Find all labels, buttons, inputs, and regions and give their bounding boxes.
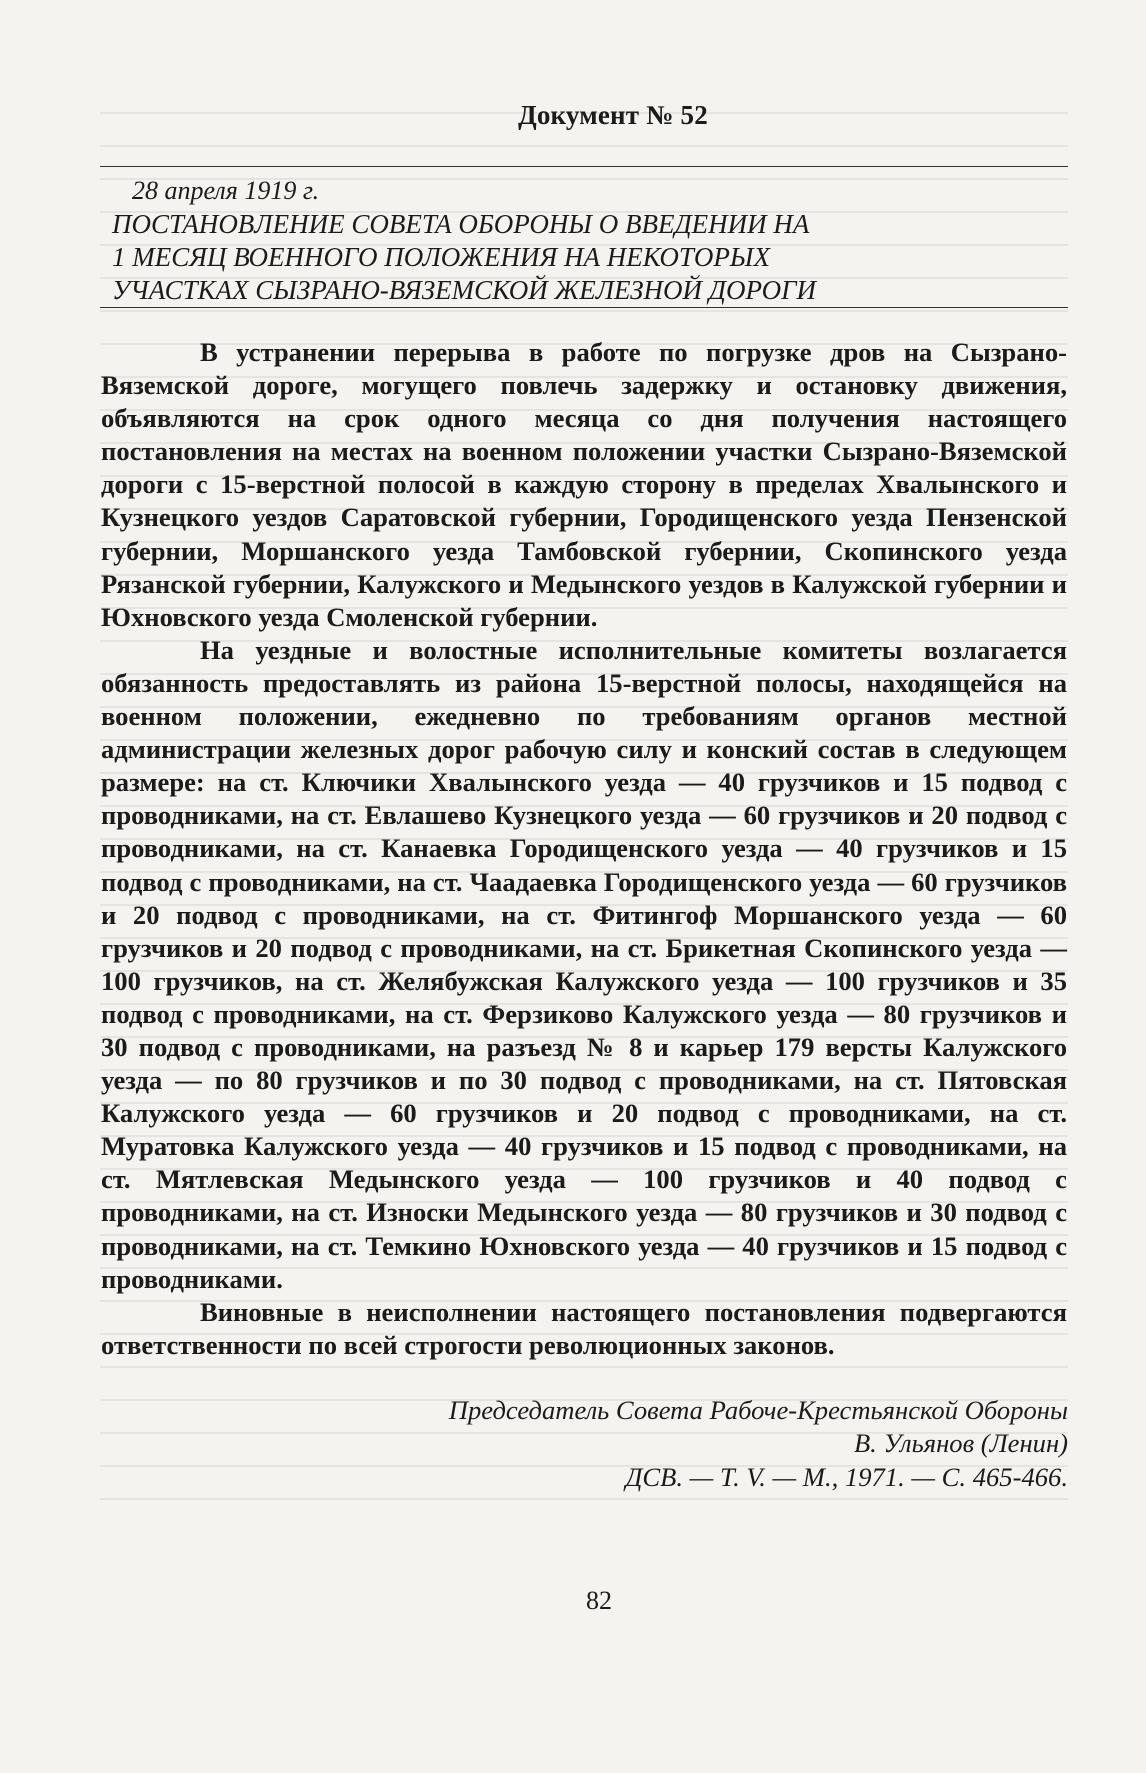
title-line: ПОСТАНОВЛЕНИЕ СОВЕТА ОБОРОНЫ О ВВЕДЕНИИ НА: [112, 209, 810, 239]
source-citation: ДСВ. — Т. V. — М., 1971. — С. 465-466.: [625, 1462, 1068, 1492]
bottom-rule: [100, 307, 1068, 308]
body-paragraph: На уездные и волостные исполнительные комитеты возлагается обязанность предоставлять из района 15-верстной полосы, находящейся на военном положении, ежедневно по требованиям органов местной администрации железных дорог рабочую силу и конский состав в следующем размере: на ст. Ключики Хвалынского уезда — 40 грузчиков и 15 подвод с проводниками, на ст. Евлашево Кузнецкого уезда — 60 грузчиков и 20 подвод с проводниками, на ст. Канаевка Городищенского уезда — 40 грузчиков и 15 подвод с проводниками, на ст. Чаадаевка Городищенского уезда — 60 грузчиков и 20 подвод с проводниками, на ст. Фитингоф Моршанского уезда — 60 грузчиков и 20 подвод с проводниками, на ст. Брикетная Скопинского уезда — 100 грузчиков, на ст. Желябужская Калужского уезда — 100 грузчиков и 35 подвод с проводниками, на ст. Ферзиково Калужского уезда — 80 грузчиков и 30 подвод с проводниками, на разъезд № 8 и карьер 179 версты Калужского уезда — по 80 грузчиков и по 30 подвод с проводниками, на ст. Пятовская Калужского уезда — 60 грузчиков и 20 подвод с проводниками, на ст. Муратовка Калужского уезда — 40 грузчиков и 15 подвод с проводниками, на ст. Мятлевская Медынского уезда — 100 грузчиков и 40 подвод с проводниками, на ст. Износки Медынского уезда — 80 грузчиков и 30 подвод с проводниками, на ст. Темкино Юхновского уезда — 40 грузчиков и 15 подвод с проводниками.: [101, 634, 1067, 1294]
title-line: 1 МЕСЯЦ ВОЕННОГО ПОЛОЖЕНИЯ НА НЕКОТОРЫХ: [112, 242, 770, 272]
document-number-heading: [0, 100, 1146, 131]
document-title: [112, 208, 1062, 307]
page-number: [0, 1586, 1146, 1616]
body-paragraph: Виновные в неисполнении настоящего постановления подвергаются ответственности по всей строгости революционных законов.: [101, 1296, 1067, 1360]
document-date: 28 апреля 1919 г.: [132, 176, 320, 205]
signatory-position: Председатель Совета Рабоче-Крестьянской Обороны: [448, 1395, 1068, 1425]
top-rule: [100, 166, 1068, 167]
document-number-text: Документ № 52: [518, 100, 708, 130]
document-body: [101, 336, 1067, 1362]
body-paragraph: В устранении перерыва в работе по погрузке дров на Сызрано-Вяземской дороге, могущего повлечь задержку и остановку движения, объявляются на срок одного месяца со дня получения настоящего постановления на местах на военном положении участки Сызрано-Вяземской дороги с 15-верстной полосой в каждую сторону в пределах Хвалынского и Кузнецкого уездов Саратовской губернии, Городищенского уезда Пензенской губернии, Моршанского уезда Тамбовской губернии, Скопинского уезда Рязанской губернии, Калужского и Медынского уездов в Калужской губернии и Юхновского уезда Смоленской губернии.: [101, 337, 1067, 632]
title-line: УЧАСТКАХ СЫЗРАНО-ВЯЗЕМСКОЙ ЖЕЛЕЗНОЙ ДОРОГИ: [112, 275, 816, 305]
signatory-name: В. Ульянов (Ленин): [853, 1428, 1068, 1458]
page-number-text: 82: [586, 1586, 612, 1615]
